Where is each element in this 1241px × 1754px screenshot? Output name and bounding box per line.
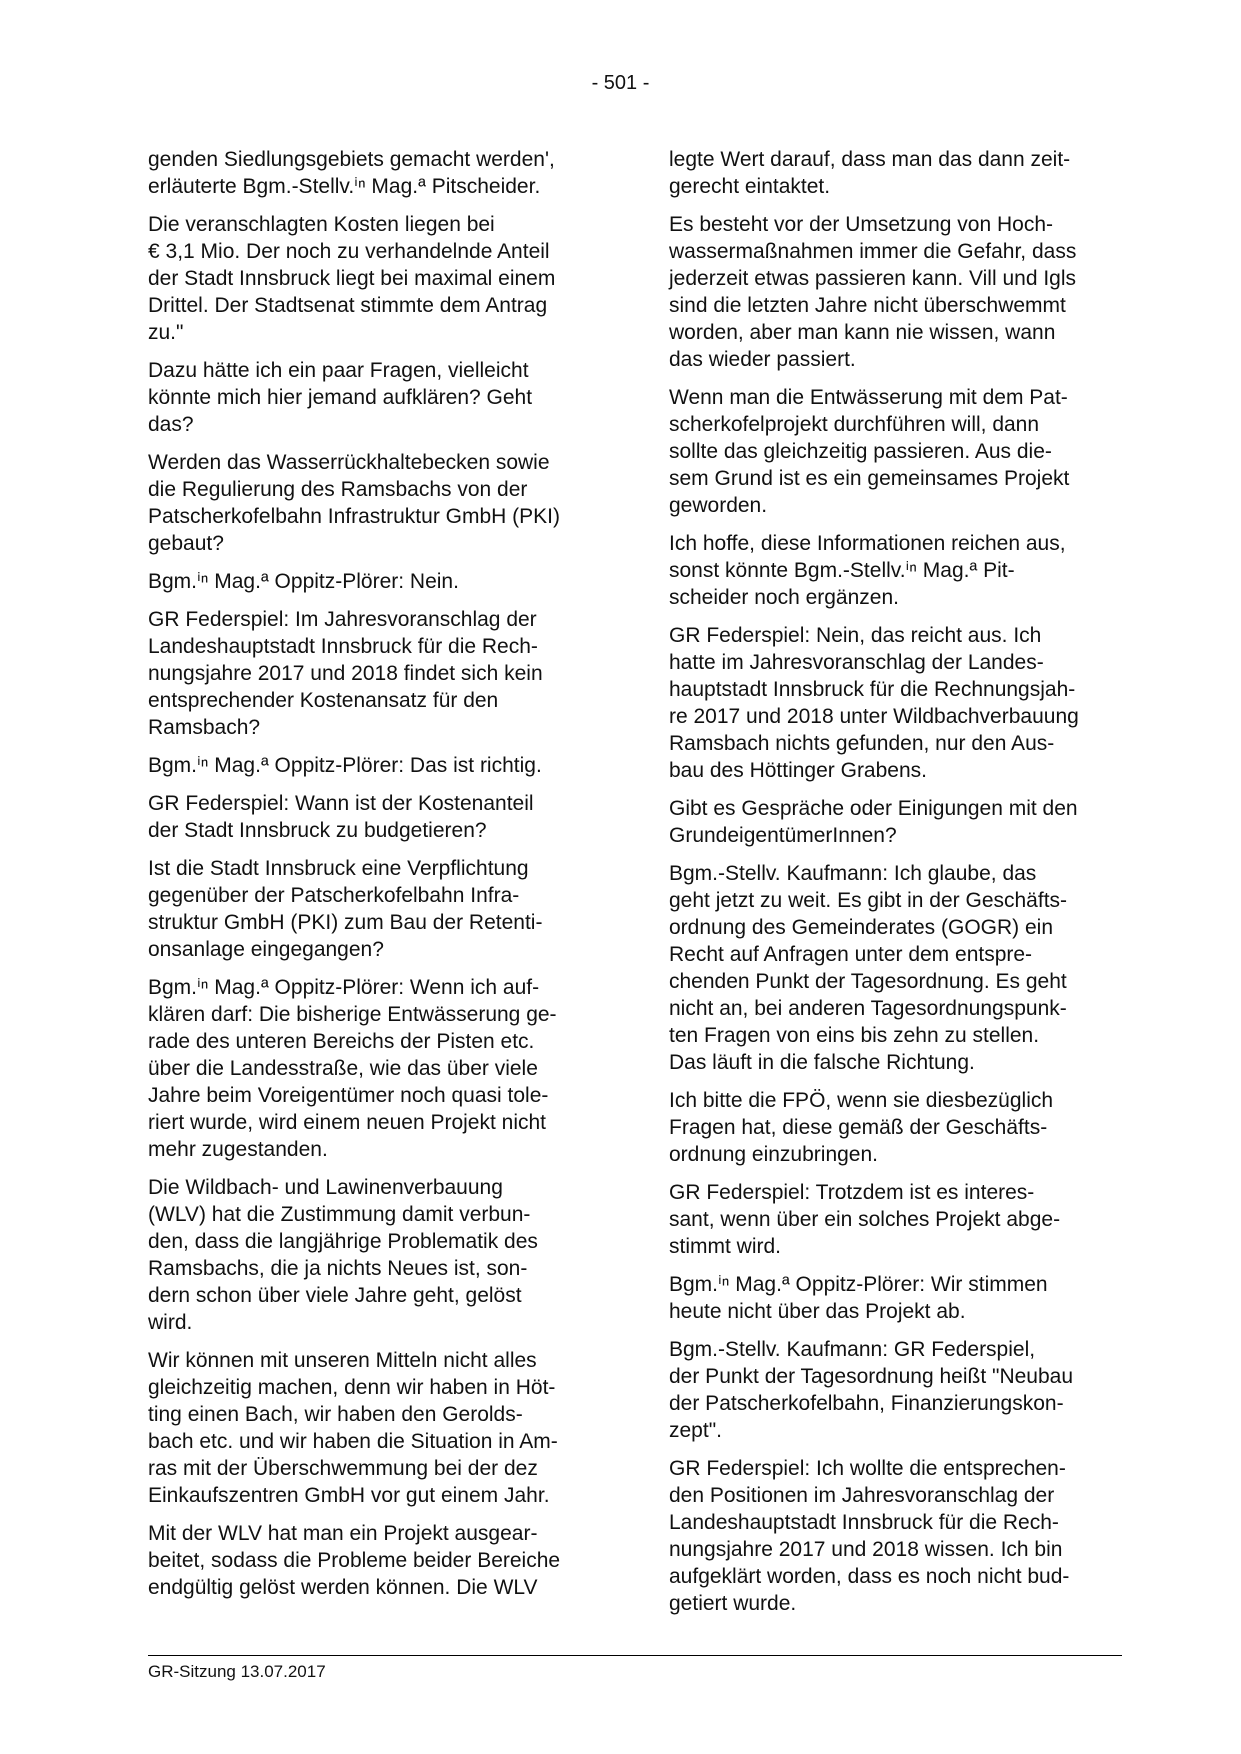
paragraph: legte Wert darauf, dass man das dann zeit- gerecht eintaktet.	[669, 148, 1071, 198]
paragraph: genden Siedlungsgebiets gemacht werden', erläuterte Bgm.-Stellv.ⁱⁿ Mag.ª Pitscheider.	[148, 148, 555, 198]
paragraph: Die veranschlagten Kosten liegen bei € 3,1 Mio. Der noch zu verhandelnde Anteil der Stadt Innsbruck liegt bei maximal einem Drittel. Der Stadtsenat stimmte dem Antrag zu."	[148, 213, 556, 344]
paragraph: GR Federspiel: Trotzdem ist es interes- sant, wenn über ein solches Projekt abge- stimmt wird.	[669, 1181, 1061, 1258]
paragraph: GR Federspiel: Ich wollte die entsprechen- den Positionen im Jahresvoranschlag der Landeshauptstadt Innsbruck für die Rech- nungsjahre 2017 und 2018 wissen. Ich bin aufgeklärt worden, dass es noch nicht bud- getiert wurde.	[669, 1457, 1070, 1615]
paragraph: Ich bitte die FPÖ, wenn sie diesbezüglich Fragen hat, diese gemäß der Geschäfts- ordnung einzubringen.	[669, 1089, 1054, 1166]
paragraph: Werden das Wasserrückhaltebecken sowie die Regulierung des Ramsbachs von der Patscherkofelbahn Infrastruktur GmbH (PKI) gebaut?	[148, 451, 560, 555]
left-column	[148, 146, 610, 1612]
paragraph: GR Federspiel: Nein, das reicht aus. Ich hatte im Jahresvoranschlag der Landes- hauptstadt Innsbruck für die Rechnungsjah- re 2017 und 2018 unter Wildbachverbauung Ramsbach nichts gefunden, nur den Aus- bau des Höttinger Grabens.	[669, 624, 1079, 782]
paragraph: Wenn man die Entwässerung mit dem Pat- scherkofelprojekt durchführen will, dann sollte das gleichzeitig passieren. Aus die- sem Grund ist es ein gemeinsames Projekt geworden.	[669, 386, 1070, 517]
paragraph: Ist die Stadt Innsbruck eine Verpflichtung gegenüber der Patscherkofelbahn Infra- struktur GmbH (PKI) zum Bau der Retenti- onsanlage eingegangen?	[148, 857, 543, 961]
paragraph: GR Federspiel: Im Jahresvoranschlag der Landeshauptstadt Innsbruck für die Rech- nungsjahre 2017 und 2018 findet sich kein entsprechender Kostenansatz für den Ramsbach?	[148, 608, 543, 739]
paragraph: Die Wildbach- und Lawinenverbauung (WLV) hat die Zustimmung damit verbun- den, dass die langjährige Problematik des Ramsbachs, die ja nichts Neues ist, son- dern schon über viele Jahre geht, gelöst wird.	[148, 1176, 538, 1334]
paragraph: Dazu hätte ich ein paar Fragen, vielleicht könnte mich hier jemand aufklären? Geht das?	[148, 359, 533, 436]
footer-divider	[148, 1655, 1122, 1656]
paragraph: GR Federspiel: Wann ist der Kostenanteil der Stadt Innsbruck zu budgetieren?	[148, 792, 534, 842]
paragraph: Bgm.ⁱⁿ Mag.ª Oppitz-Plörer: Nein.	[148, 570, 459, 593]
paragraph: Gibt es Gespräche oder Einigungen mit den GrundeigentümerInnen?	[669, 797, 1078, 847]
page-number: - 501 -	[591, 72, 650, 94]
paragraph: Wir können mit unseren Mitteln nicht alles gleichzeitig machen, denn wir haben in Höt- ting einen Bach, wir haben den Gerolds- bach etc. und wir haben die Situation in Am- ras mit der Überschwemmung bei der dez Einkaufszentren GmbH vor gut einem Jahr.	[148, 1349, 558, 1507]
paragraph: Mit der WLV hat man ein Projekt ausgear- beitet, sodass die Probleme beider Bereiche endgültig gelöst werden können. Die WLV	[148, 1522, 561, 1599]
paragraph: Bgm.-Stellv. Kaufmann: Ich glaube, das geht jetzt zu weit. Es gibt in der Geschäfts- ordnung des Gemeinderates (GOGR) ein Recht auf Anfragen unter dem entspre- chenden Punkt der Tagesordnung. Es geht nicht an, bei anderen Tagesordnungspunk- ten Fragen von eins bis zehn zu stellen. Das läuft in die falsche Richtung.	[669, 862, 1068, 1074]
paragraph: Bgm.ⁱⁿ Mag.ª Oppitz-Plörer: Wir stimmen heute nicht über das Projekt ab.	[669, 1273, 1048, 1323]
paragraph: Ich hoffe, diese Informationen reichen aus, sonst könnte Bgm.-Stellv.ⁱⁿ Mag.ª Pit- scheider noch ergänzen.	[669, 532, 1066, 609]
paragraph: Es besteht vor der Umsetzung von Hoch- wassermaßnahmen immer die Gefahr, dass jederzeit etwas passieren kann. Vill und Igls sind die letzten Jahre nicht überschwemmt worden, aber man kann nie wissen, wann das wieder passiert.	[669, 213, 1077, 371]
footer-text: GR-Sitzung 13.07.2017	[148, 1662, 326, 1681]
paragraph: Bgm.ⁱⁿ Mag.ª Oppitz-Plörer: Wenn ich auf- klären darf: Die bisherige Entwässerung ge- rade des unteren Bereichs der Pisten etc. über die Landesstraße, wie das über viele Jahre beim Voreigentümer noch quasi tole- riert wurde, wird einem neuen Projekt nicht mehr zugestanden.	[148, 976, 557, 1161]
right-column	[669, 146, 1131, 1628]
paragraph: Bgm.-Stellv. Kaufmann: GR Federspiel, der Punkt der Tagesordnung heißt "Neubau der Patscherkofelbahn, Finanzierungskon- zept".	[669, 1338, 1074, 1442]
paragraph: Bgm.ⁱⁿ Mag.ª Oppitz-Plörer: Das ist richtig.	[148, 754, 542, 777]
